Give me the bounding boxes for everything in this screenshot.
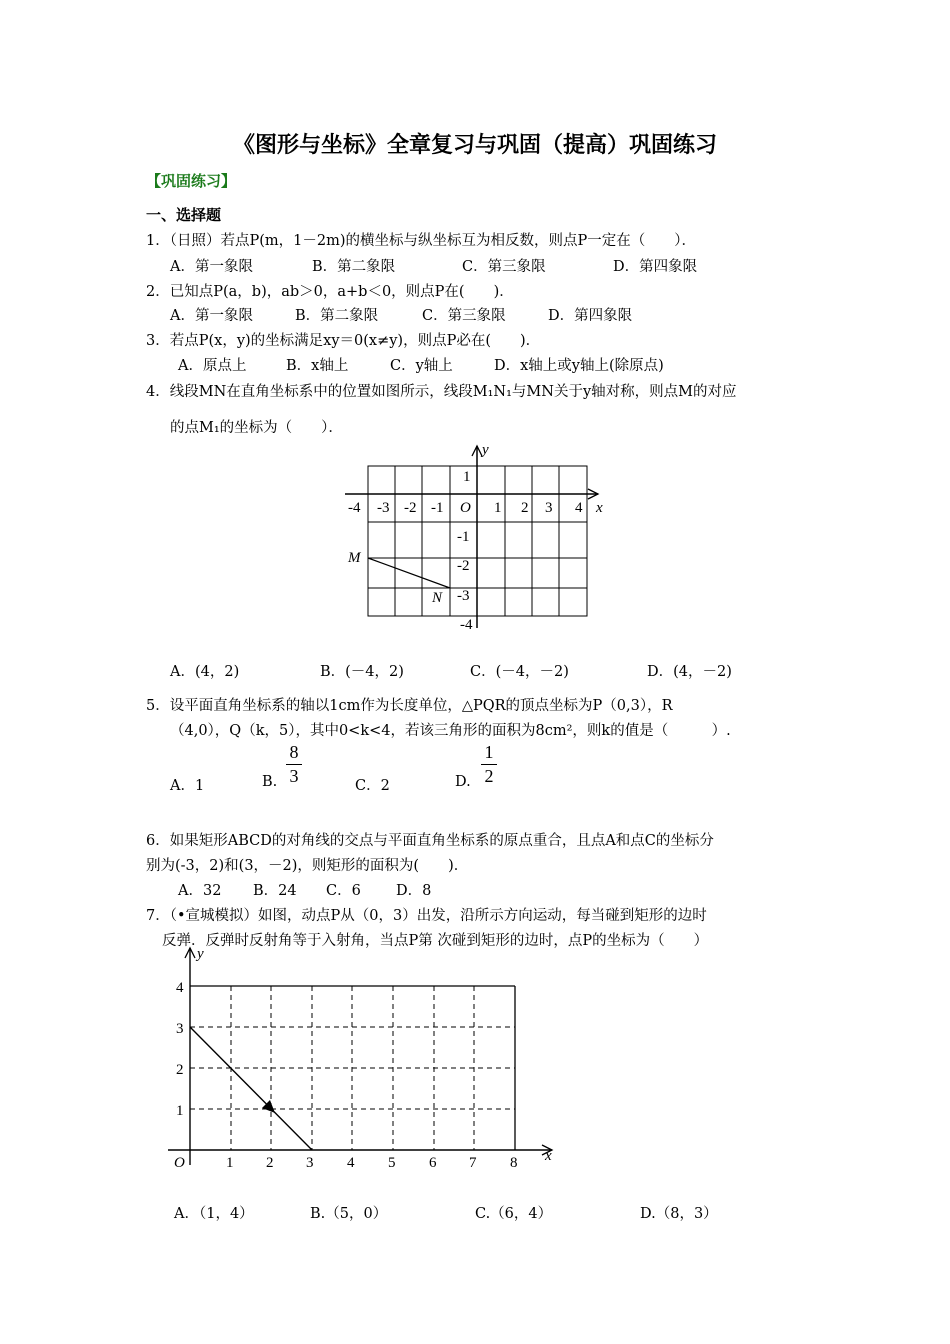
q4-x-label: x — [596, 500, 603, 516]
q7-y-label: y — [197, 946, 204, 962]
question-5-stem-line1: 5．设平面直角坐标系的轴以1cm作为长度单位，△PQR的顶点坐标为P（0,3），R — [146, 698, 673, 714]
q5-option-d-label: D. — [455, 774, 471, 790]
question-6-stem-line2: 别为(-3，2)和(3，－2)，则矩形的面积为( )． — [146, 858, 469, 874]
q2-option-a: A．第一象限 — [170, 308, 253, 324]
q4-x-tick: 1 — [494, 500, 502, 516]
q4-option-d: D．(4，－2) — [647, 664, 732, 680]
q7-x-label: x — [545, 1148, 552, 1164]
q7-x-tick: 2 — [266, 1155, 274, 1171]
q4-y-tick: -1 — [457, 529, 470, 545]
q4-x-tick: -1 — [431, 500, 444, 516]
question-1-stem: 1．（日照）若点P(m，1－2m)的横坐标与纵坐标互为相反数，则点P一定在（ ）． — [146, 233, 696, 249]
q4-point-n-label: N — [432, 590, 443, 606]
q7-path-segment — [190, 1027, 312, 1150]
q4-option-b: B．(－4，2) — [320, 664, 404, 680]
q4-y-tick: -4 — [460, 617, 473, 633]
q7-option-d: D.（8，3） — [640, 1206, 718, 1222]
question-6-stem-line1: 6．如果矩形ABCD的对角线的交点与平面直角坐标系的原点重合，且点A和点C的坐标分 — [146, 833, 714, 849]
q3-option-d: D．x轴上或y轴上(除原点) — [494, 358, 664, 374]
q4-option-a: A．(4，2) — [170, 664, 240, 680]
q4-x-tick: 4 — [575, 500, 583, 516]
q7-y-tick: 4 — [176, 980, 184, 996]
fraction-denominator: 3 — [289, 766, 299, 786]
q3-option-b: B．x轴上 — [286, 358, 349, 374]
q7-x-tick: 5 — [388, 1155, 396, 1171]
q4-y-tick: 1 — [463, 469, 471, 485]
section-label: 【巩固练习】 — [146, 172, 237, 190]
q5-option-c: C．2 — [355, 778, 390, 794]
fraction-numerator: 1 — [484, 742, 494, 762]
fraction-bar — [481, 764, 497, 765]
q4-point-m-label: M — [348, 550, 361, 566]
q4-y-label: y — [482, 442, 489, 458]
q6-option-b: B．24 — [253, 883, 297, 899]
q7-y-tick: 2 — [176, 1062, 184, 1078]
question-5-stem-line2: （4,0），Q（k，5），其中0<k<4，若该三角形的面积为8cm²，则k的值是（ ）. — [170, 723, 731, 739]
page-title: 《图形与坐标》全章复习与巩固（提高）巩固练习 — [232, 133, 717, 158]
q7-option-a: A．（1，4） — [174, 1206, 254, 1222]
q7-coordinate-figure — [160, 945, 560, 1175]
q7-x-tick: 4 — [347, 1155, 355, 1171]
q4-x-tick: -4 — [348, 500, 361, 516]
q4-segment-mn — [368, 558, 450, 588]
q1-option-b: B．第二象限 — [312, 259, 396, 275]
q2-option-c: C．第三象限 — [422, 308, 506, 324]
q7-x-tick: 7 — [469, 1155, 477, 1171]
q1-option-a: A．第一象限 — [170, 259, 253, 275]
part-heading: 一、选择题 — [146, 206, 222, 224]
q1-option-d: D．第四象限 — [613, 259, 698, 275]
q4-x-tick: 2 — [521, 500, 529, 516]
q5-option-b-fraction — [286, 742, 302, 787]
q6-option-d: D．8 — [396, 883, 432, 899]
q7-x-tick: 8 — [510, 1155, 518, 1171]
q5-option-a: A．1 — [170, 778, 205, 794]
q4-y-tick: -2 — [457, 558, 470, 574]
fraction-bar — [286, 764, 302, 765]
question-4-stem-line2: 的点M₁的坐标为（ ）． — [170, 420, 343, 436]
q6-option-a: A．32 — [178, 883, 222, 899]
q2-option-b: B．第二象限 — [295, 308, 379, 324]
q7-x-tick: 6 — [429, 1155, 437, 1171]
q6-option-c: C．6 — [326, 883, 361, 899]
q2-option-d: D．第四象限 — [548, 308, 633, 324]
q7-option-b: B.（5，0） — [310, 1206, 388, 1222]
q4-x-tick: -2 — [404, 500, 417, 516]
question-7-stem-line1: 7．（•宣城模拟）如图，动点P从（0，3）出发，沿所示方向运动，每当碰到矩形的边时 — [146, 908, 707, 924]
q3-option-c: C．y轴上 — [390, 358, 453, 374]
question-4-stem-line1: 4．线段MN在直角坐标系中的位置如图所示，线段M₁N₁与MN关于y轴对称，则点M的对应 — [146, 384, 737, 400]
question-2-stem: 2．已知点P(a，b)，ab＞0，a+b＜0，则点P在( )． — [146, 284, 514, 300]
q5-option-d-fraction — [481, 742, 497, 787]
fraction-denominator: 2 — [484, 766, 494, 786]
q4-option-c: C．(－4，－2) — [470, 664, 569, 680]
q4-y-tick: -3 — [457, 588, 470, 604]
fraction-numerator: 8 — [289, 742, 299, 762]
q4-x-tick: 3 — [545, 500, 553, 516]
q7-origin-label: O — [174, 1155, 185, 1171]
q4-coordinate-figure — [340, 440, 620, 640]
q5-option-b-label: B. — [262, 774, 278, 790]
question-3-stem: 3．若点P(x，y)的坐标满足xy＝0(x≠y)，则点P必在( )． — [146, 333, 541, 349]
q7-y-tick: 3 — [176, 1021, 184, 1037]
q7-y-tick: 1 — [176, 1103, 184, 1119]
q3-option-a: A．原点上 — [178, 358, 247, 374]
q4-x-tick: -3 — [377, 500, 390, 516]
q1-option-c: C．第三象限 — [462, 259, 546, 275]
q7-x-tick: 3 — [306, 1155, 314, 1171]
q7-x-tick: 1 — [226, 1155, 234, 1171]
q4-origin-label: O — [460, 500, 471, 516]
q7-option-c: C.（6，4） — [475, 1206, 553, 1222]
question-7-stem-line2: 反弹．反弹时反射角等于入射角，当点P第 次碰到矩形的边时，点P的坐标为（ ） — [162, 933, 709, 949]
